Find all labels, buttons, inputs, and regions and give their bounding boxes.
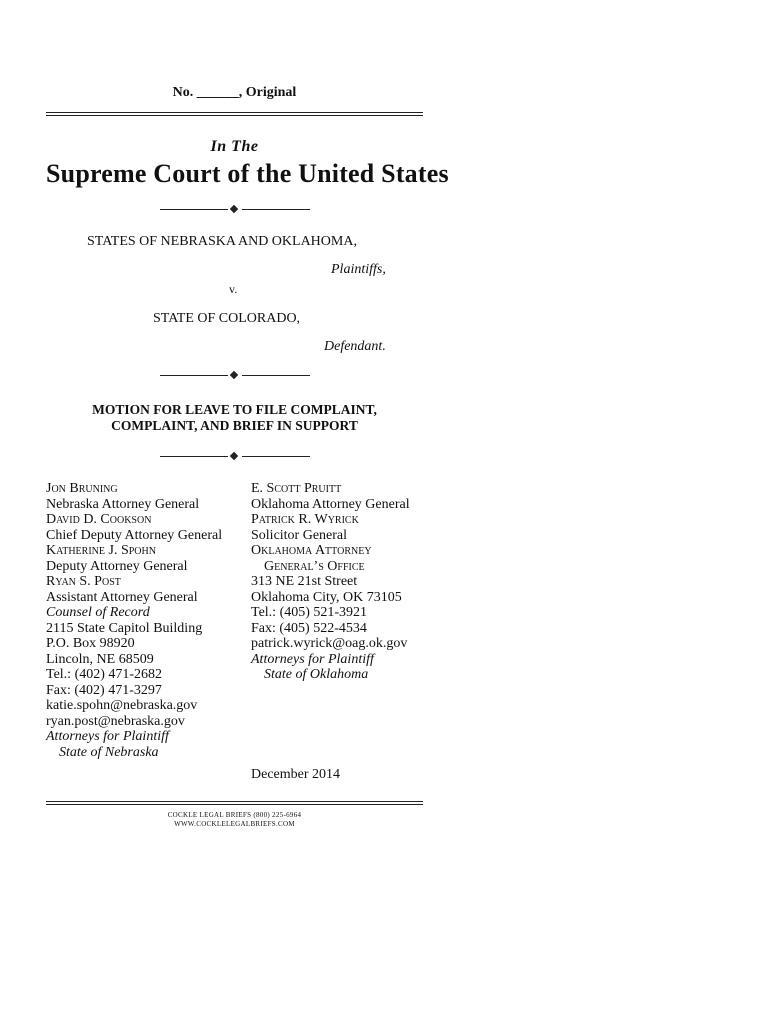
represented-party: State of Oklahoma — [264, 667, 369, 682]
motion-title — [46, 402, 423, 434]
fax: Fax: (402) 471-3297 — [46, 682, 162, 698]
attorneys-for: Attorneys for Plaintiff — [46, 729, 169, 744]
counsel-title: Chief Deputy Attorney General — [46, 527, 223, 543]
email: katie.spohn@nebraska.gov — [46, 698, 198, 713]
address-line: 313 NE 21st Street — [251, 574, 358, 589]
counsel-title: Oklahoma Attorney General — [251, 496, 410, 512]
counsel-name: Jon Bruning — [46, 481, 118, 496]
counsel-block-nebraska — [46, 481, 222, 760]
motion-title-line: COMPLAINT, AND BRIEF IN SUPPORT — [111, 418, 358, 433]
section-divider — [160, 204, 310, 216]
diamond-ornament-icon — [230, 205, 238, 213]
counsel-name: E. Scott Pruitt — [251, 481, 342, 496]
top-double-rule — [46, 112, 423, 116]
address-line: Oklahoma City, OK 73105 — [251, 589, 402, 605]
printer-footer — [46, 811, 423, 829]
defendant-name: STATE OF COLORADO, — [153, 311, 301, 326]
email: ryan.post@nebraska.gov — [46, 713, 185, 729]
court-title: Supreme Court of the United States — [46, 159, 449, 188]
defendant-role: Defendant. — [324, 339, 386, 354]
address-line: 2115 State Capitol Building — [46, 620, 203, 636]
plaintiffs-name: STATES OF NEBRASKA AND OKLAHOMA, — [87, 234, 357, 249]
diamond-ornament-icon — [230, 371, 238, 379]
bottom-double-rule — [46, 801, 423, 805]
filing-date: December 2014 — [251, 767, 341, 782]
motion-title-line: MOTION FOR LEAVE TO FILE COMPLAINT, — [92, 402, 377, 417]
address-line: P.O. Box 98920 — [46, 636, 135, 651]
section-divider — [160, 451, 310, 463]
telephone: Tel.: (405) 521-3921 — [251, 605, 368, 620]
docket-number: No. ______, Original — [172, 85, 297, 100]
counsel-name: David D. Cookson — [46, 512, 152, 527]
represented-party: State of Nebraska — [59, 744, 159, 760]
counsel-name: Patrick R. Wyrick — [251, 512, 359, 527]
attorneys-for: Attorneys for Plaintiff — [251, 651, 374, 667]
footer-line: WWW.COCKLELEGALBRIEFS.COM — [174, 820, 295, 828]
office-name: Oklahoma Attorney — [251, 543, 372, 558]
versus: v. — [229, 282, 238, 296]
address-line: Lincoln, NE 68509 — [46, 651, 154, 667]
counsel-name: Ryan S. Post — [46, 574, 121, 589]
footer-line: COCKLE LEGAL BRIEFS (800) 225-6964 — [167, 811, 302, 819]
counsel-title: Nebraska Attorney General — [46, 496, 200, 512]
counsel-name: Katherine J. Spohn — [46, 543, 156, 558]
section-divider — [160, 370, 310, 382]
fax: Fax: (405) 522-4534 — [251, 620, 367, 636]
diamond-ornament-icon — [230, 452, 238, 460]
counsel-block-oklahoma — [251, 481, 410, 683]
counsel-of-record: Counsel of Record — [46, 605, 150, 620]
email: patrick.wyrick@oag.ok.gov — [251, 636, 408, 651]
office-name: General’s Office — [264, 558, 365, 574]
telephone: Tel.: (402) 471-2682 — [46, 667, 163, 682]
counsel-title: Solicitor General — [251, 527, 348, 543]
plaintiffs-role: Plaintiffs, — [331, 262, 386, 277]
counsel-title: Deputy Attorney General — [46, 558, 188, 574]
counsel-title: Assistant Attorney General — [46, 589, 198, 605]
in-the-heading: In The — [210, 138, 259, 155]
